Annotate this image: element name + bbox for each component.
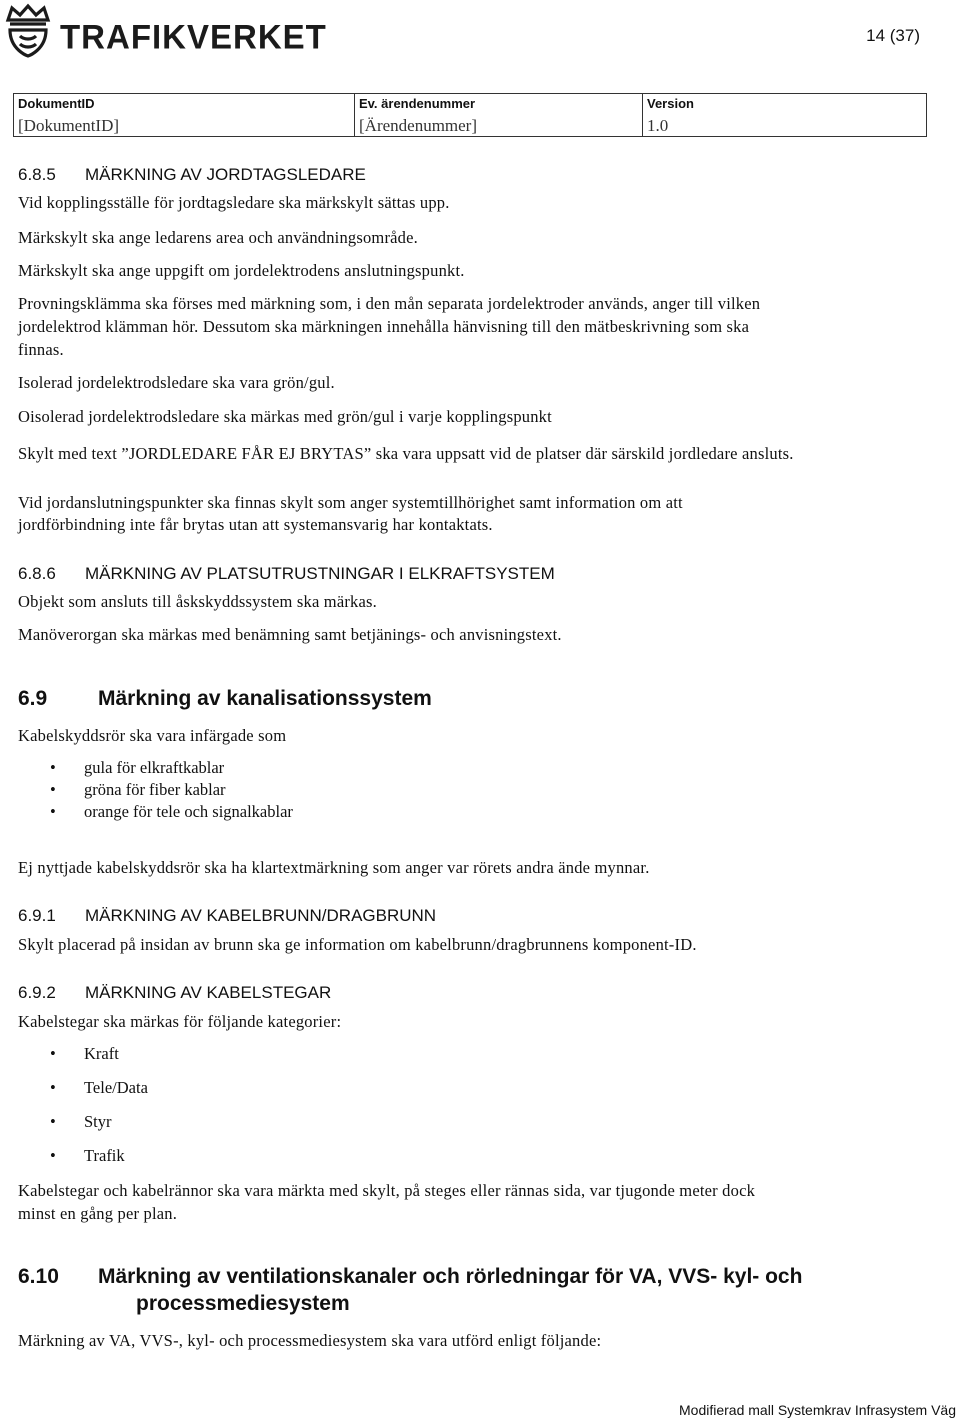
section-title: MÄRKNING AV JORDTAGSLEDARE <box>85 165 366 184</box>
section-number: 6.9 <box>18 687 48 710</box>
header-cell-dokumentid <box>14 94 354 136</box>
section-number: 6.8.6 <box>18 564 56 583</box>
list-item-text: Trafik <box>84 1146 125 1165</box>
list-item-text: gula för elkraftkablar <box>84 758 225 777</box>
section-title: MÄRKNING AV PLATSUTRUSTNINGAR I ELKRAFTSYSTEM <box>85 564 555 583</box>
header-value: [Ärendenummer] <box>359 116 478 135</box>
paragraph: Provningsklämma ska förses med märkning som, i den mån separata jordelektroder används, anger till vilken <box>18 294 761 313</box>
list-item: • Kraft <box>50 1044 119 1063</box>
page-number: 14 (37) <box>866 26 920 45</box>
list-item: • gula för elkraftkablar <box>50 758 225 777</box>
section-number: 6.9.2 <box>18 983 56 1002</box>
paragraph: Märkning av VA, VVS-, kyl- och processmediesystem ska vara utförd enligt följande: <box>18 1331 602 1350</box>
section-number: 6.9.1 <box>18 906 56 925</box>
section-heading-6-9 <box>18 687 432 711</box>
section-heading-6-9-1 <box>18 906 436 926</box>
section-number: 6.10 <box>18 1265 59 1288</box>
list-item: • Styr <box>50 1112 112 1131</box>
section-title: Märkning av kanalisationssystem <box>98 687 432 710</box>
paragraph: Vid jordanslutningspunkter ska finnas skylt som anger systemtillhörighet samt information om att <box>18 493 683 512</box>
list-item-text: Tele/Data <box>84 1078 148 1097</box>
list-item: • orange för tele och signalkablar <box>50 802 293 821</box>
paragraph: Kabelstegar ska märkas för följande kategorier: <box>18 1012 342 1031</box>
section-title: MÄRKNING AV KABELBRUNN/DRAGBRUNN <box>85 906 437 925</box>
trafikverket-logo <box>0 0 327 62</box>
section-heading-6-9-2 <box>18 983 331 1003</box>
header-label: Version <box>647 96 694 111</box>
header-value: 1.0 <box>647 116 669 135</box>
paragraph: finnas. <box>18 340 64 359</box>
paragraph: Kabelskyddsrör ska vara infärgade som <box>18 726 287 745</box>
paragraph: Märkskylt ska ange ledarens area och användningsområde. <box>18 228 418 247</box>
header-cell-version <box>643 94 923 136</box>
paragraph: minst en gång per plan. <box>18 1204 178 1223</box>
header-cell-arendenummer <box>355 94 642 136</box>
paragraph: jordelektrod klämman hör. Dessutom ska märkningen innehålla hänvisning till den mätbeskrivning som ska <box>18 317 750 336</box>
section-title: Märkning av ventilationskanaler och rörledningar för VA, VVS- kyl- och <box>98 1265 803 1288</box>
section-heading-6-10 <box>18 1265 802 1289</box>
paragraph: Isolerad jordelektrodsledare ska vara grön/gul. <box>18 373 335 392</box>
list-item: • gröna för fiber kablar <box>50 780 226 799</box>
header-label: Ev. ärendenummer <box>359 96 476 111</box>
paragraph: Oisolerad jordelektrodsledare ska märkas med grön/gul i varje kopplingspunkt <box>18 407 552 426</box>
list-item-text: orange för tele och signalkablar <box>84 802 293 821</box>
list-item: • Tele/Data <box>50 1078 148 1097</box>
paragraph: Skylt placerad på insidan av brunn ska ge information om kabelbrunn/dragbrunnens komponent-ID. <box>18 935 697 954</box>
list-item: • Trafik <box>50 1146 125 1165</box>
section-heading-6-8-6 <box>18 564 555 584</box>
paragraph: Märkskylt ska ange uppgift om jordelektrodens anslutningspunkt. <box>18 261 465 280</box>
paragraph: Manöverorgan ska märkas med benämning samt betjänings- och anvisningstext. <box>18 625 562 644</box>
list-item-text: Kraft <box>84 1044 119 1063</box>
paragraph: Ej nyttjade kabelskyddsrör ska ha klartextmärkning som anger var rörets andra ände mynnar. <box>18 858 650 877</box>
paragraph: Vid kopplingsställe för jordtagsledare ska märkskylt sättas upp. <box>18 193 450 212</box>
section-title: MÄRKNING AV KABELSTEGAR <box>85 983 332 1002</box>
list-item-text: Styr <box>84 1112 112 1131</box>
section-number: 6.8.5 <box>18 165 56 184</box>
footer-template-name: Modifierad mall Systemkrav Infrasystem Väg <box>679 1402 956 1418</box>
brand-name: TRAFIKVERKET <box>60 17 327 56</box>
paragraph: jordförbindning inte får brytas utan att systemansvarig har kontaktats. <box>18 515 493 534</box>
paragraph: Skylt med text ”JORDLEDARE FÅR EJ BRYTAS” ska vara uppsatt vid de platser där särskild jordledare ansluts. <box>18 444 794 463</box>
document-header-table <box>13 93 927 137</box>
header-label: DokumentID <box>18 96 95 111</box>
section-title-continued: processmediesystem <box>136 1292 350 1315</box>
paragraph: Objekt som ansluts till åskskyddssystem ska märkas. <box>18 592 377 611</box>
section-heading-6-8-5 <box>18 165 366 185</box>
crown-emblem-icon <box>2 2 54 62</box>
list-item-text: gröna för fiber kablar <box>84 780 226 799</box>
header-value: [DokumentID] <box>18 116 120 135</box>
paragraph: Kabelstegar och kabelrännor ska vara märkta med skylt, på steges eller rännas sida, var tjugonde meter dock <box>18 1181 756 1200</box>
